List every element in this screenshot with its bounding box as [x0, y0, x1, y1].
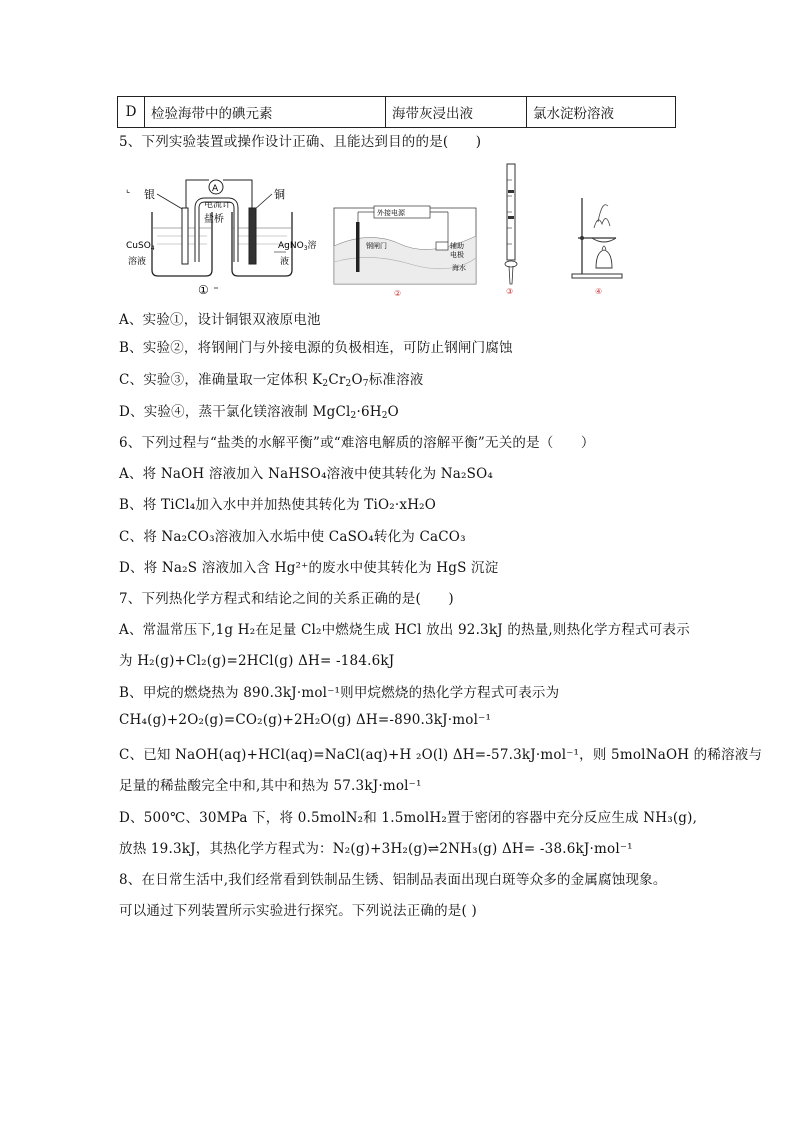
q6-option-a: A、将 NaOH 溶液加入 NaHSO₄溶液中使其转化为 Na₂SO₄: [119, 466, 493, 482]
q6-option-d: D、将 Na₂S 溶液加入含 Hg²⁺的废水中使其转化为 HgS 沉淀: [119, 560, 499, 576]
fig1-right-solution-sub: 3: [303, 245, 308, 252]
q5-option-c: C、实验③，准确量取一定体积 $K_2Cr_2O_7$标准溶液: [119, 372, 424, 389]
fig2-aux-label-1: 辅助: [450, 242, 464, 250]
q5-option-b: B、实验②，将钢闸门与外接电源的负极相连，可防止钢闸门腐蚀: [119, 340, 513, 356]
row-label: D: [118, 97, 145, 128]
fig2-number: ②: [394, 289, 402, 298]
fig3-burette: [496, 160, 526, 298]
q7-option-b-line1: B、甲烷的燃烧热为 890.3kJ·mol⁻¹则甲烷燃烧的热化学方程式可表示为: [119, 685, 560, 701]
q8-stem-line2: 可以通过下列装置所示实验进行探究。下列说法正确的是( ): [119, 903, 477, 919]
q5-option-a: A、实验①，设计铜银双液原电池: [119, 312, 321, 328]
q6-stem: 6、下列过程与“盐类的水解平衡”或“难溶电解质的溶解平衡”无关的是（ ）: [119, 435, 595, 451]
fig2-sea-label: 海水: [452, 264, 466, 272]
q8-stem-line1: 8、在日常生活中,我们经常看到铁制品生锈、铝制品表面出现白斑等众多的金属腐蚀现象。: [119, 872, 667, 888]
q7-option-d-line1: D、500℃、30MPa 下，将 0.5molN₂和 1.5molH₂置于密闭的容器中充分反应生成 NH₃(g),: [119, 810, 698, 826]
fig1-left-solution-sub: 4: [150, 245, 155, 252]
fig1-corner-mark: ⌞: [126, 185, 131, 195]
fig1-ammeter-symbol: A: [212, 184, 219, 194]
fig1-ammeter-label: 电流计: [204, 200, 232, 210]
fig2-cathodic-protection: [330, 200, 480, 298]
q7-stem: 7、下列热化学方程式和结论之间的关系正确的是( ): [119, 591, 454, 607]
q7-option-a-line2: 为 H₂(g)+Cl₂(g)=2HCl(g) ΔH= -184.6kJ: [119, 653, 395, 669]
q5-option-d: D、实验④，蒸干氯化镁溶液制 $MgCl_2\cdot 6H_2O$: [119, 404, 399, 421]
fig2-gate-label: 钢闸门: [366, 242, 387, 250]
option-table: [117, 96, 676, 128]
q7-option-b-line2: CH₄(g)+2O₂(g)=CO₂(g)+2H₂O(g) ΔH=-890.3kJ·mol⁻¹: [119, 712, 492, 728]
svg-text:AgNO3溶: [278, 239, 317, 252]
q6-option-b: B、将 TiCl₄加入水中并加热使其转化为 TiO₂·xH₂O: [119, 497, 437, 513]
fig1-left-solution-label: 溶液: [128, 257, 147, 267]
fig1-right-solution-tail: 溶: [307, 241, 317, 251]
fig1-left-solution-formula: CuSO: [126, 241, 151, 251]
svg-text:CuSO4: [126, 241, 155, 252]
fig4-evaporation: [568, 186, 634, 298]
fig1-right-solution-formula: AgNO: [278, 241, 304, 251]
row-sample: 海带灰浸出液: [386, 97, 527, 128]
table-row: [118, 97, 676, 128]
fig2-aux-label-2: 电极: [450, 251, 464, 259]
q6-option-c: C、将 Na₂CO₃溶液加入水垢中使 CaSO₄转化为 CaCO₃: [119, 529, 466, 545]
fig1-silver-label: 银: [144, 188, 155, 201]
q5-stem: 5、下列实验装置或操作设计正确、且能达到目的的是( ): [119, 134, 482, 150]
row-reagent: 氯水淀粉溶液: [527, 97, 676, 128]
fig1-copper-label: 铜: [274, 188, 285, 201]
fig1-salt-bridge-label: 盐桥: [204, 214, 224, 225]
row-purpose: 检验海带中的碘元素: [145, 97, 386, 128]
q7-option-c-line1: C、已知 NaOH(aq)+HCl(aq)=NaCl(aq)+H ₂O(l) ΔH=-57.3kJ·mol⁻¹，则 5molNaOH 的稀溶液与: [119, 747, 763, 763]
fig1-galvanic-cell: [124, 170, 334, 298]
fig2-power-label: 外接电源: [377, 209, 405, 217]
fig4-number: ④: [595, 287, 603, 296]
fig3-number: ③: [506, 287, 514, 296]
fig1-number: ①: [198, 283, 209, 297]
q7-option-a-line1: A、常温常压下,1g H₂在足量 Cl₂中燃烧生成 HCl 放出 92.3kJ 的热量,则热化学方程式可表示: [119, 622, 690, 638]
q7-option-c-line2: 足量的稀盐酸完全中和,其中和热为 57.3kJ·mol⁻¹: [119, 778, 422, 794]
q7-option-d-line2: 放热 19.3kJ，其热化学方程式为：N₂(g)+3H₂(g)⇌2NH₃(g) ΔH= -38.6kJ·mol⁻¹: [119, 841, 633, 857]
fig1-right-solution-label: 液: [280, 257, 290, 267]
